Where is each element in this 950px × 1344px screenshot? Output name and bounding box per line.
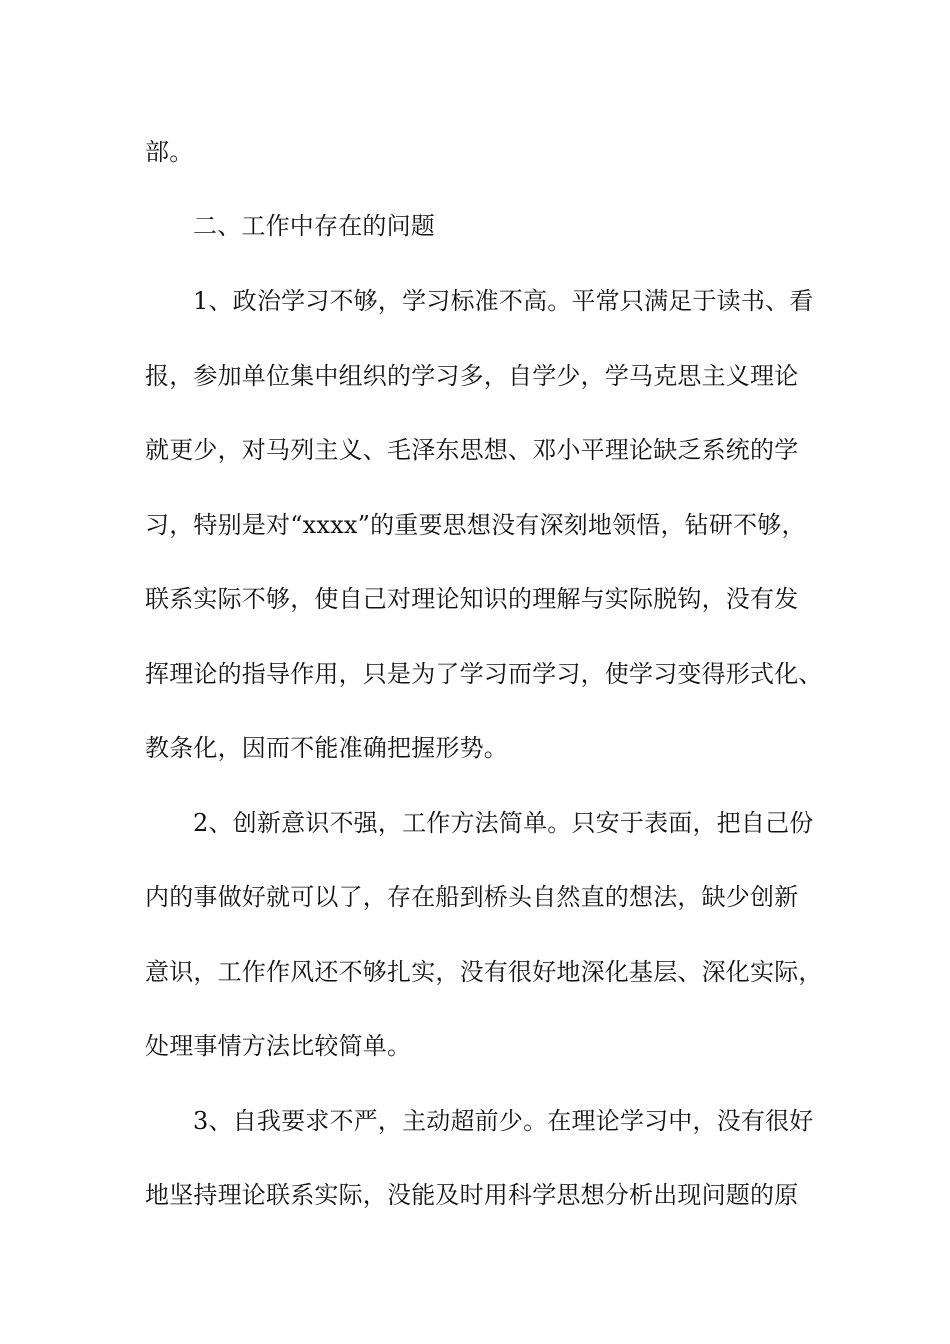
paragraph-line: 处理事情方法比较简单。 <box>145 1032 412 1060</box>
paragraph-line: 就更少，对马列主义、毛泽东思想、邓小平理论缺乏系统的学 <box>145 436 799 464</box>
paragraph-line: 地坚持理论联系实际，没能及时用科学思想分析出现问题的原 <box>145 1181 799 1209</box>
paragraph-line: 挥理论的指导作用，只是为了学习而学习，使学习变得形式化、 <box>145 660 823 688</box>
paragraph-line: 内的事做好就可以了，存在船到桥头自然直的想法，缺少创新 <box>145 883 799 911</box>
section-heading: 二、工作中存在的问题 <box>193 212 435 240</box>
paragraph-line: 教条化，因而不能准确把握形势。 <box>145 734 508 762</box>
paragraph-line: 3、自我要求不严，主动超前少。在理论学习中，没有很好 <box>193 1107 814 1135</box>
paragraph-line: 1、政治学习不够，学习标准不高。平常只满足于读书、看 <box>193 287 814 315</box>
paragraph-line: 2、创新意识不强，工作方法简单。只安于表面，把自己份 <box>193 809 814 837</box>
paragraph-line: 联系实际不够，使自己对理论知识的理解与实际脱钩，没有发 <box>145 585 799 613</box>
paragraph-line: 报，参加单位集中组织的学习多，自学少，学马克思主义理论 <box>145 362 799 390</box>
text-line: 部。 <box>145 138 194 166</box>
paragraph-line: 习，特别是对“xxxx”的重要思想没有深刻地领悟，钻研不够， <box>145 511 806 539</box>
paragraph-line: 意识，工作作风还不够扎实，没有很好地深化基层、深化实际， <box>145 958 823 986</box>
